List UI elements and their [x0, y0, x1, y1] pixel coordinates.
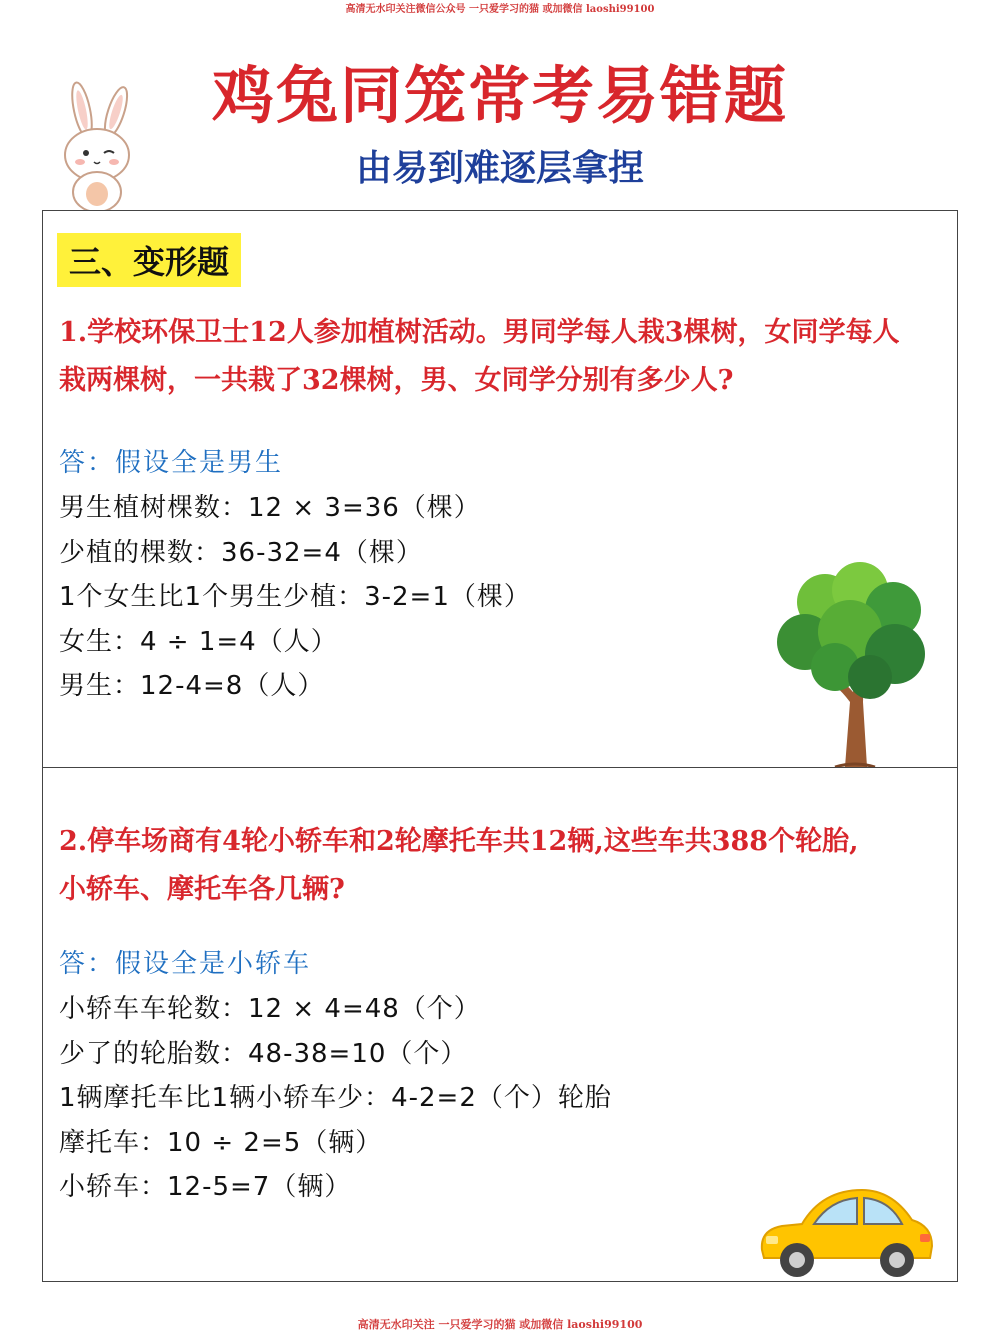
answer-2-head: 答：假设全是小轿车 — [59, 949, 312, 979]
answer-1 — [59, 441, 759, 709]
answer-2 — [59, 942, 759, 1210]
question-2-line-2: 小轿车、摩托车各几辆? — [59, 874, 345, 905]
question-1-line-2: 栽两棵树，一共栽了32棵树，男、女同学分别有多少人? — [59, 365, 734, 396]
answer-2-step: 少了的轮胎数：48-38=10（个） — [59, 1038, 468, 1069]
tree-illustration — [775, 562, 935, 767]
question-2-line-1: 2.停车场商有4轮小轿车和2轮摩托车共12辆,这些车共388个轮胎, — [59, 826, 859, 857]
watermark-bottom: 高清无水印关注 一只爱学习的猫 或加微信 laoshi99100 — [357, 1318, 643, 1331]
answer-2-step: 摩托车：10 ÷ 2=5（辆） — [59, 1127, 383, 1158]
question-1 — [59, 309, 939, 405]
answer-1-step: 女生：4 ÷ 1=4（人） — [59, 626, 338, 657]
answer-2-step: 1辆摩托车比1辆小轿车少：4-2=2（个）轮胎 — [59, 1083, 612, 1113]
answer-1-step: 男生植树棵数：12 × 3=36（棵） — [59, 493, 481, 523]
page-title: 鸡兔同笼常考易错题 — [211, 59, 788, 132]
answer-2-step: 小轿车车轮数：12 × 4=48（个） — [59, 994, 481, 1024]
answer-1-step: 少植的棵数：36-32=4（棵） — [59, 537, 423, 568]
question-1-line-1: 1.学校环保卫士12人参加植树活动。男同学每人栽3棵树，女同学每人 — [59, 317, 900, 348]
page-subtitle: 由易到难逐层拿捏 — [355, 147, 644, 189]
answer-1-head: 答：假设全是男生 — [59, 448, 284, 478]
question-2 — [59, 818, 939, 914]
answer-1-step: 男生：12-4=8（人） — [59, 671, 325, 701]
answer-2-step: 小轿车：12-5=7（辆） — [59, 1172, 352, 1202]
answer-1-step: 1个女生比1个男生少植：3-2=1（棵） — [59, 582, 531, 612]
section-label: 三、变形题 — [57, 233, 241, 287]
car-illustration — [752, 1180, 937, 1280]
watermark-top: 高清无水印关注微信公众号 一只爱学习的猫 或加微信 laoshi99100 — [345, 4, 655, 15]
